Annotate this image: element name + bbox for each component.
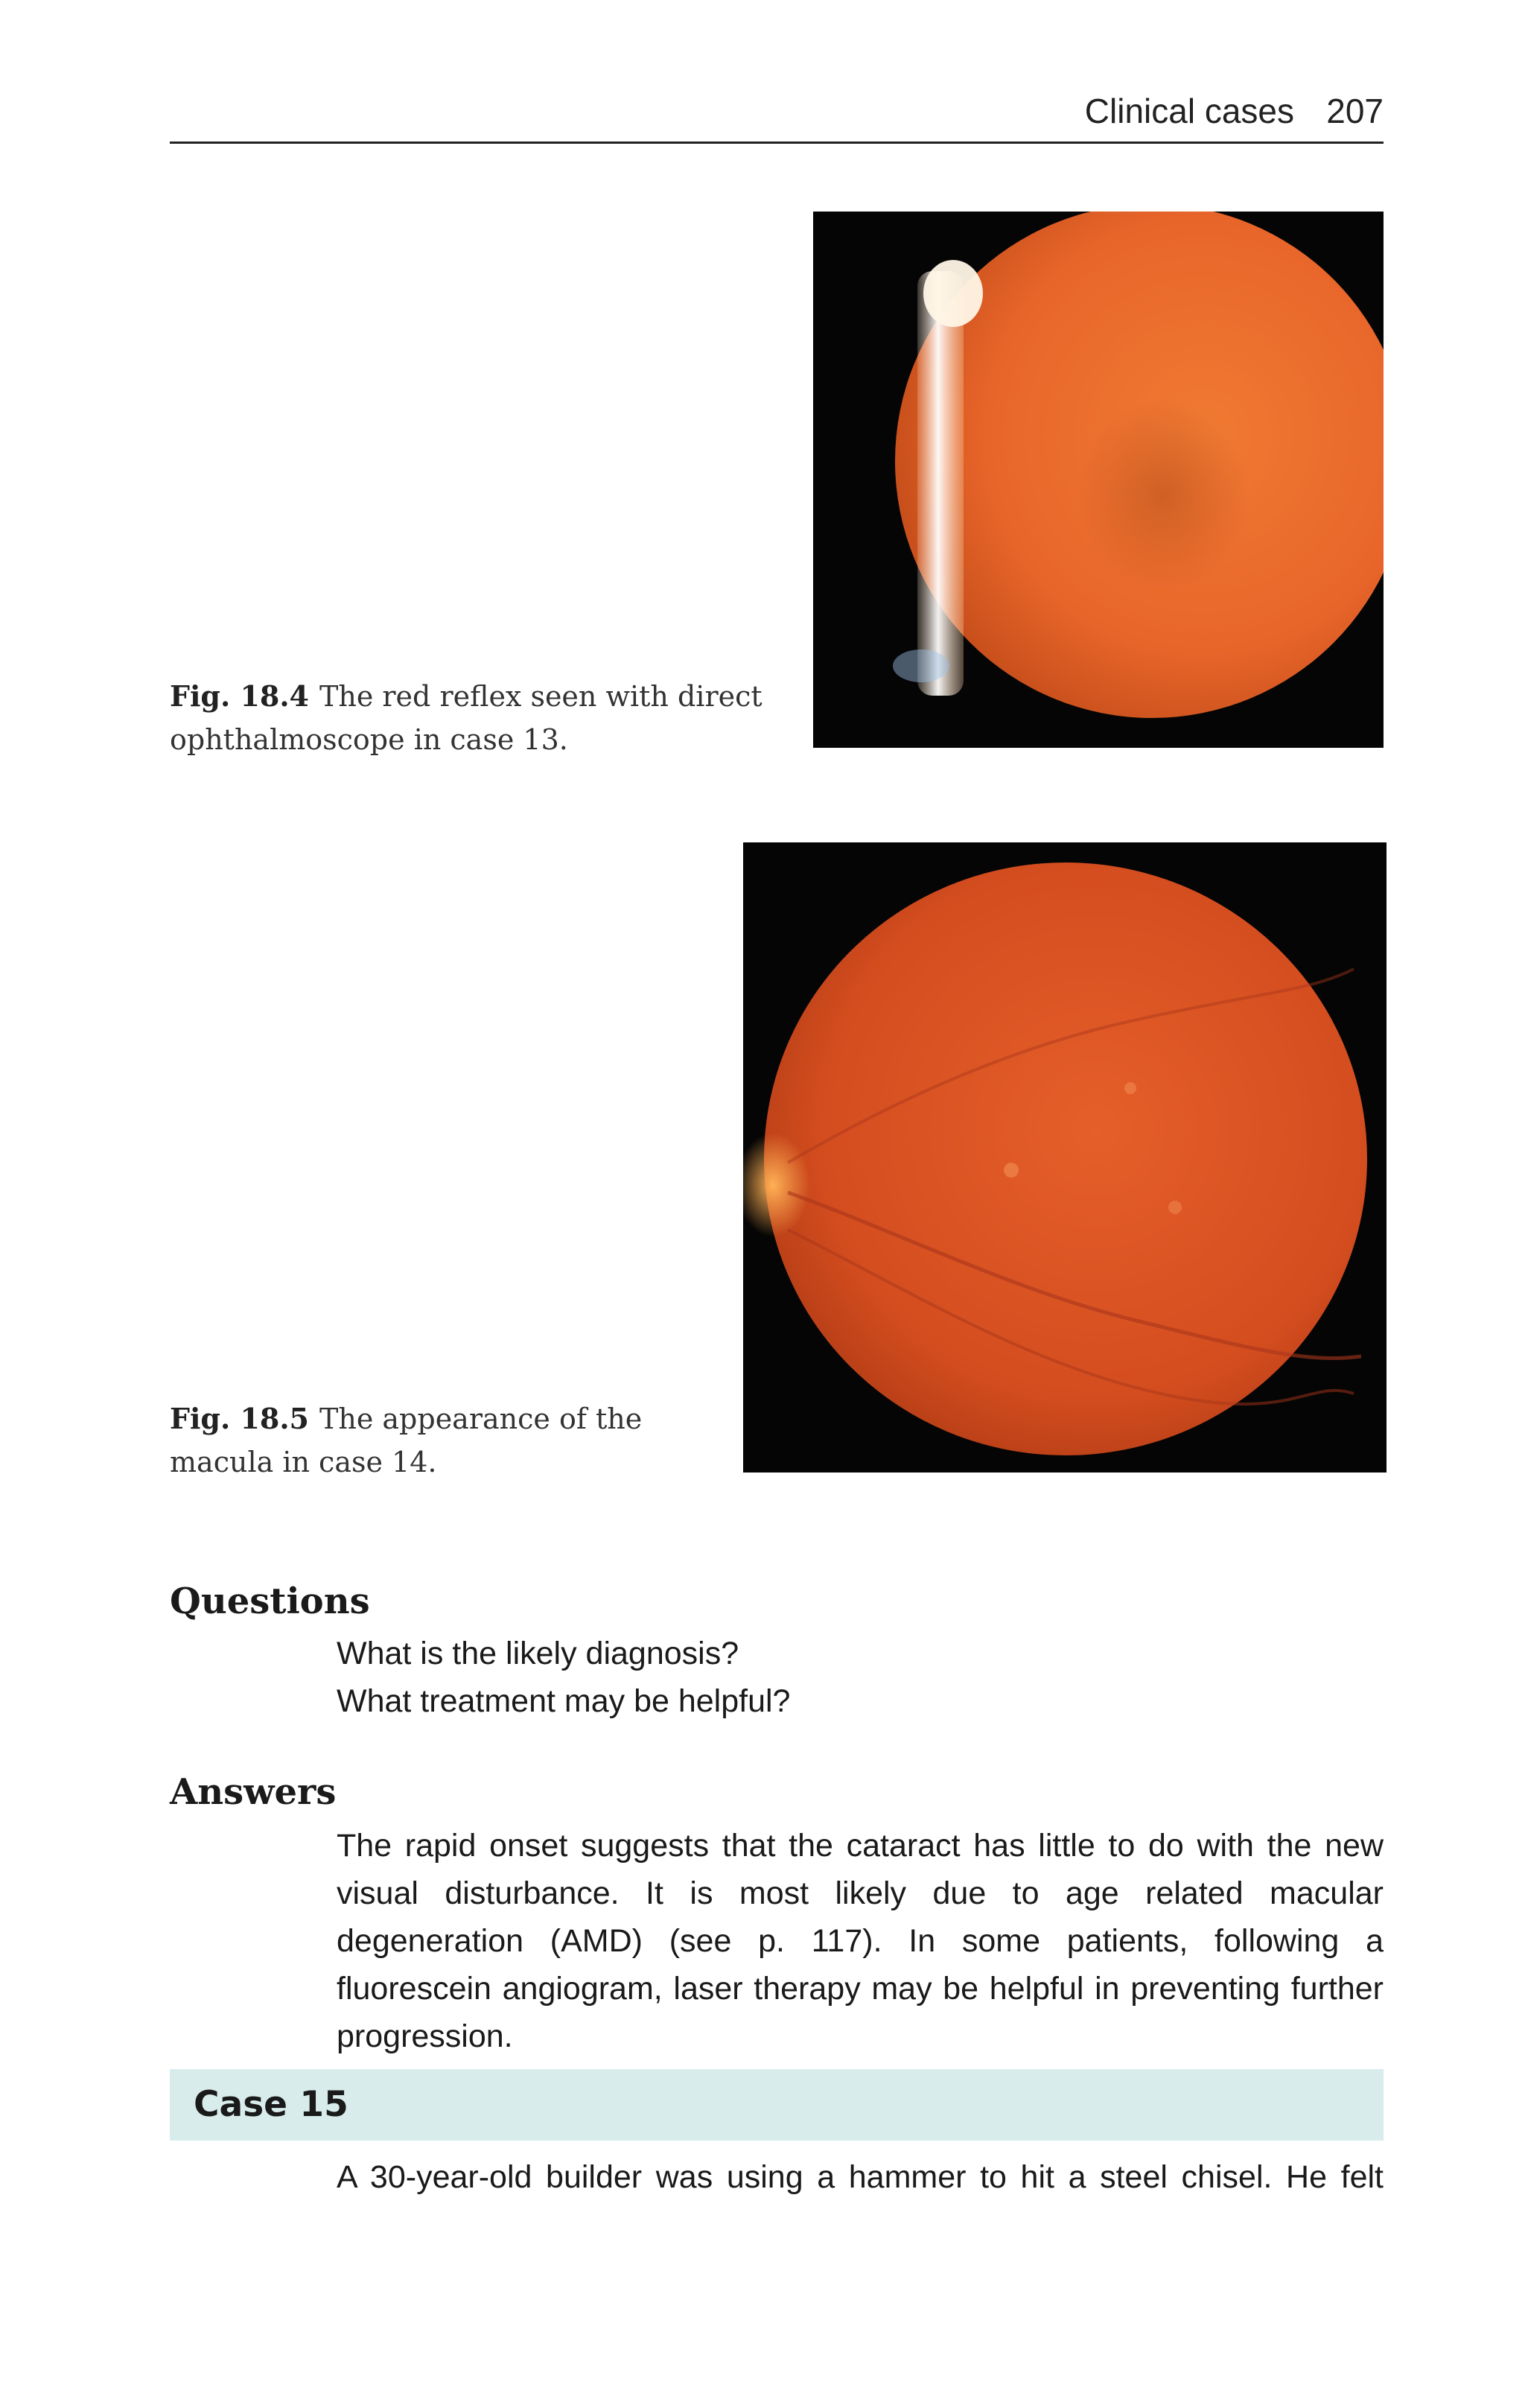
figure-18-5-label: Fig. 18.5 [170,1402,309,1435]
question-item: What treatment may be helpful? [337,1683,791,1719]
figure-18-4-image [813,212,1384,748]
case-title: Case 15 [194,2084,348,2125]
figure-18-4-caption [170,675,810,761]
figure-18-5-caption [170,1397,706,1484]
answers-paragraph: The rapid onset suggests that the cataract has little to do with the new visual disturbance. It is most likely due to age related macular degeneration (AMD) (see p. 117). In some patients, following a fluorescein angiogram, laser therapy may be helpful in preventing further progression. [337,1828,1384,2054]
page-number: 207 [1326,92,1384,130]
question-item: What is the likely diagnosis? [337,1636,739,1671]
answers-heading: Answers [170,1771,337,1813]
figure-18-5-image [743,842,1386,1473]
questions-list [337,1630,1384,1725]
figure-18-4-caption-text: The red reflex seen with direct ophthalmoscope in case 13. [170,680,762,756]
case-paragraph: A 30-year-old builder was using a hammer to hit a steel chisel. He felt [337,2159,1384,2195]
case-heading-bar [170,2069,1384,2141]
running-header [170,80,1384,144]
figure-18-4-label: Fig. 18.4 [170,679,309,713]
header-title: Clinical cases [1084,92,1294,130]
questions-heading: Questions [170,1581,370,1622]
figure-18-5-caption-text: The appearance of the macula in case 14. [170,1402,643,1478]
